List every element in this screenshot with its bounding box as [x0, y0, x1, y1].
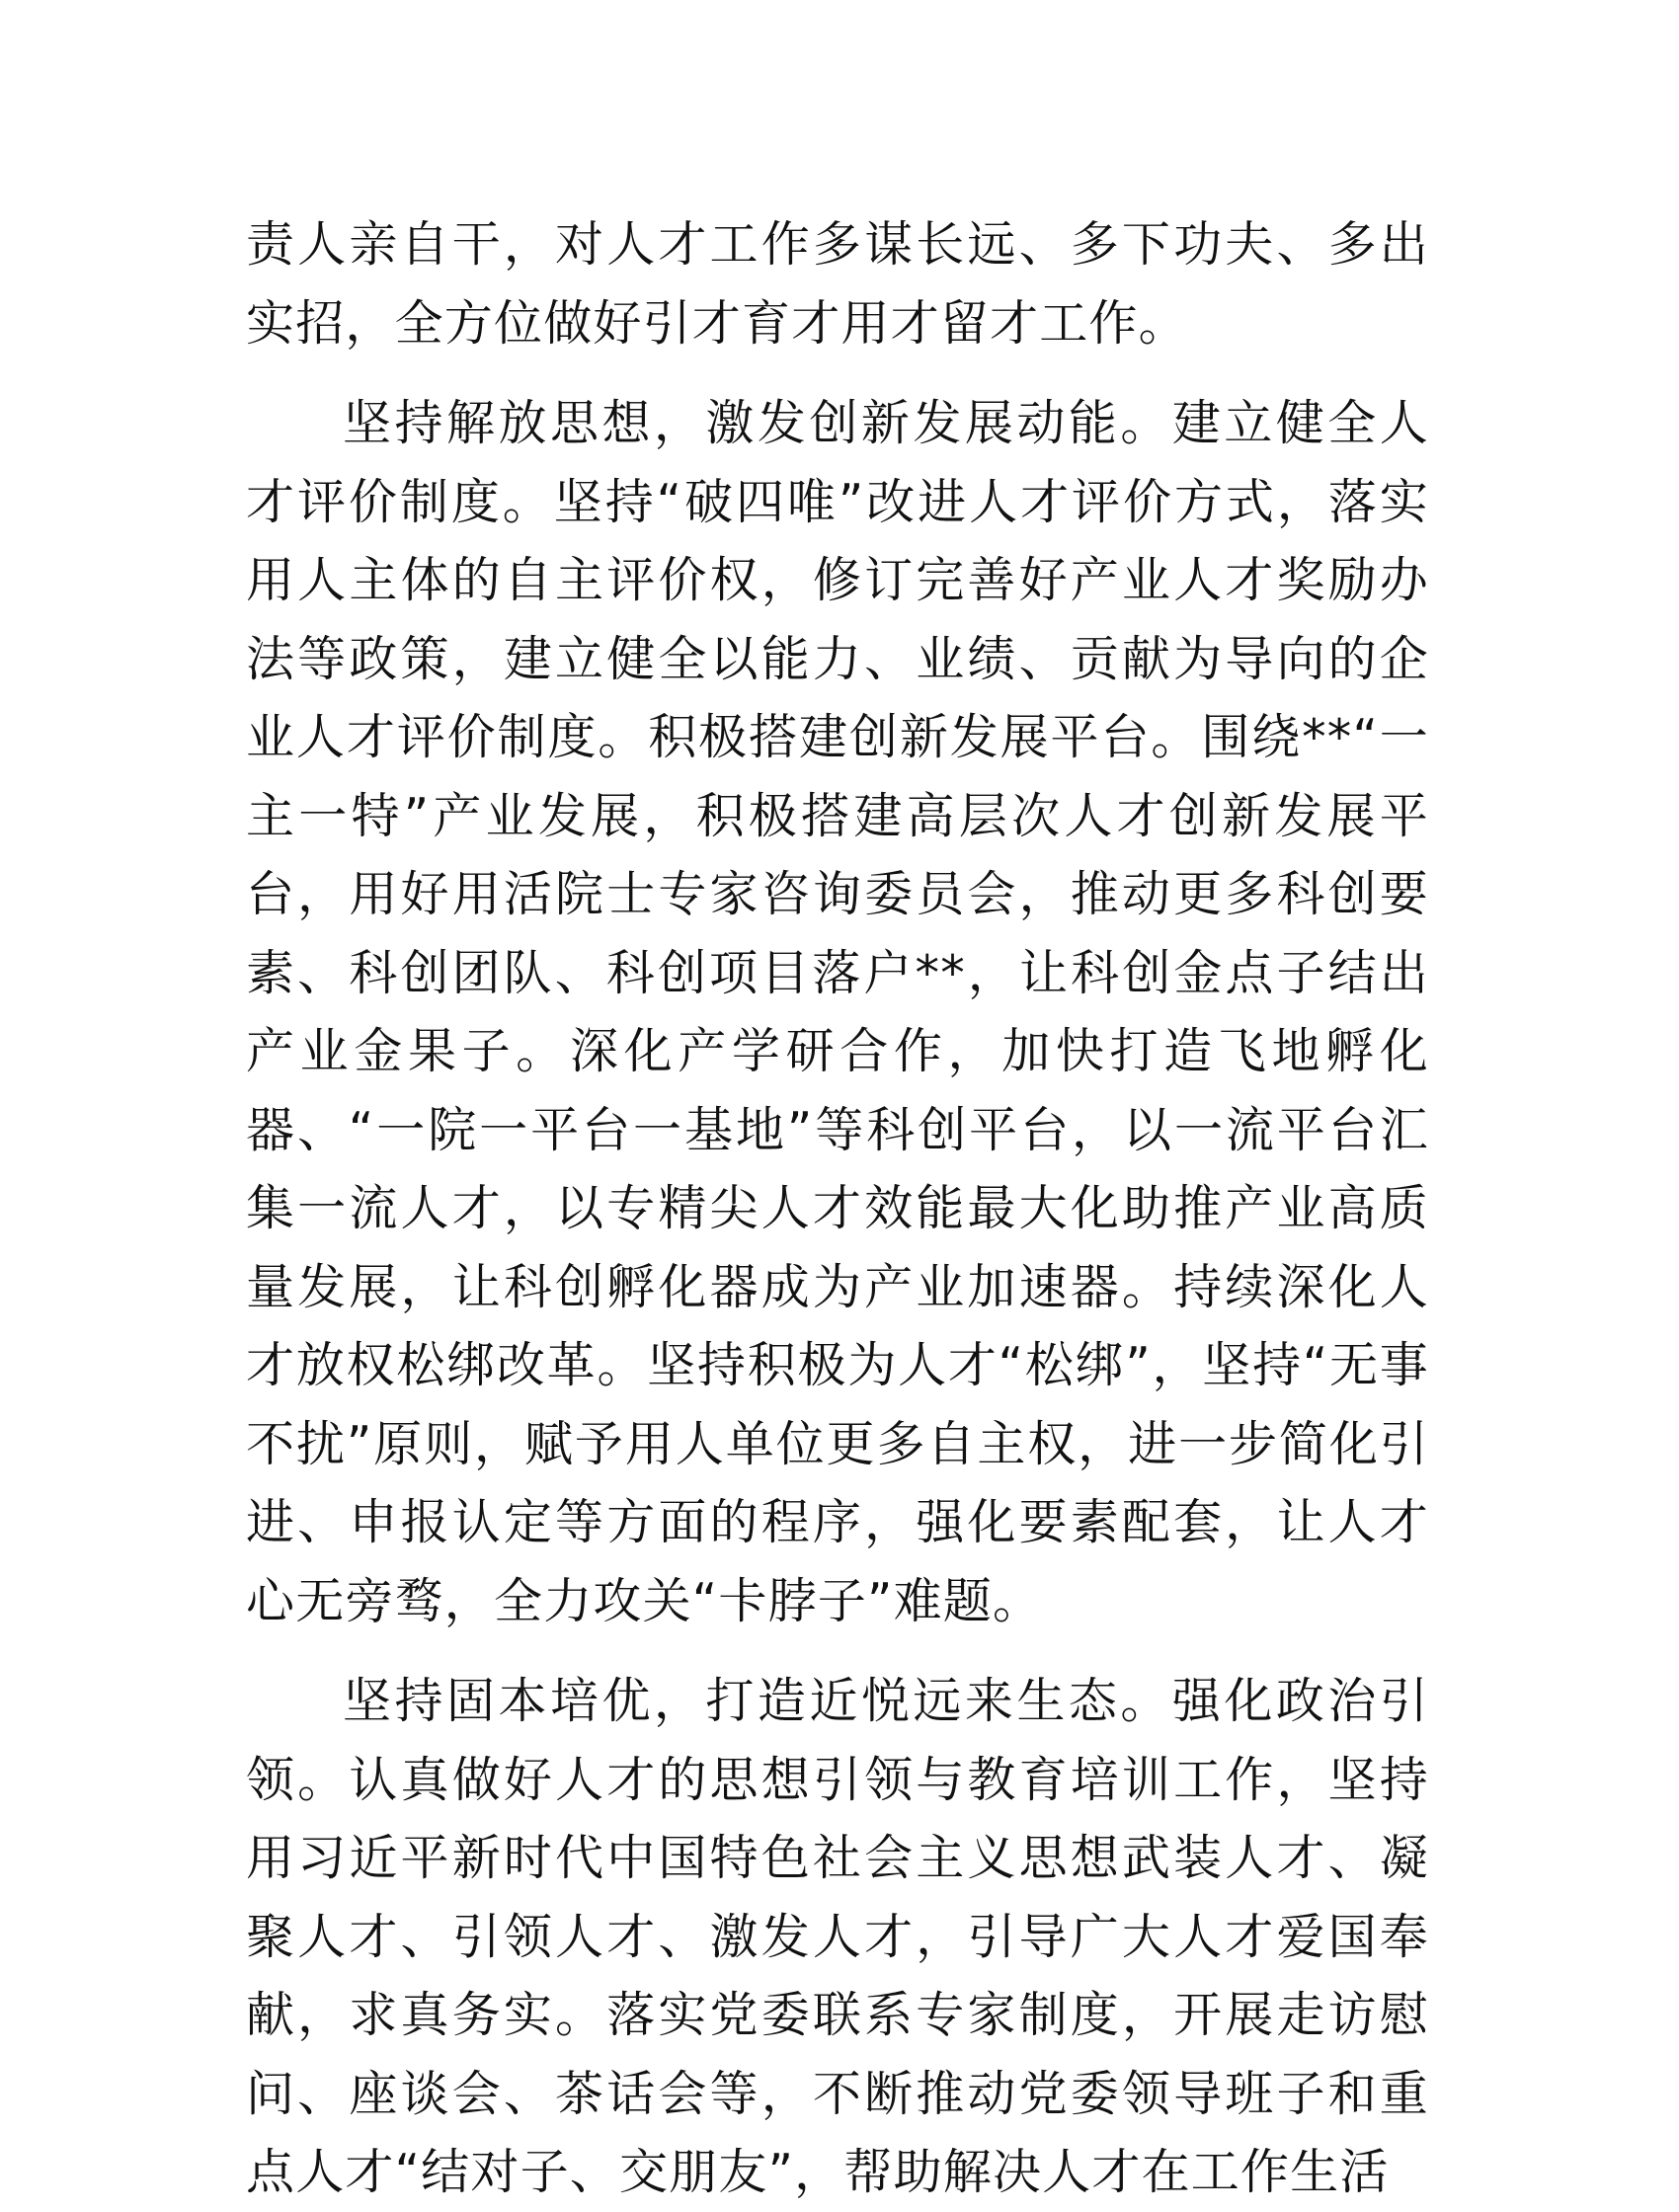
paragraph-2: 坚持解放思想，激发创新发展动能。建立健全人才评价制度。坚持“破四唯”改进人才评价方式，落实用人主体的自主评价权，修订完善好产业人才奖励办法等政策，建立健全以能力、业绩、贡献为导向的企业人才评价制度。积极搭建创新发展平台。围绕**“一主一特”产业发展，积极搭建高层次人才创新发展平台，用好用活院士专家咨询委员会，推动更多科创要素、科创团队、科创项目落户**，让科创金点子结出产业金果子。深化产学研合作，加快打造飞地孵化器、“一院一平台一基地”等科创平台，以一流平台汇集一流人才，以专精尖人才效能最大化助推产业高质量发展，让科创孵化器成为产业加速器。持续深化人才放权松绑改革。坚持积极为人才“松绑”，坚持“无事不扰”原则，赋予用人单位更多自主权，进一步简化引进、申报认定等方面的程序，强化要素配套，让人才心无旁骛，全力攻关“卡脖子”难题。: [246, 395, 1430, 1629]
document-body: [246, 205, 1429, 2212]
paragraph-3: 坚持固本培优，打造近悦远来生态。强化政治引领。认真做好人才的思想引领与教育培训工作，坚持用习近平新时代中国特色社会主义思想武装人才、凝聚人才、引领人才、激发人才，引导广大人才爱国奉献，求真务实。落实党委联系专家制度，开展走访慰问、座谈会、茶话会等，不断推动党委领导班子和重点人才“结对子、交朋友”，帮助解决人才在工作生活: [246, 1673, 1429, 2200]
paragraph-1: 责人亲自干，对人才工作多谋长远、多下功夫、多出实招，全方位做好引才育才用才留才工作。: [246, 216, 1429, 352]
